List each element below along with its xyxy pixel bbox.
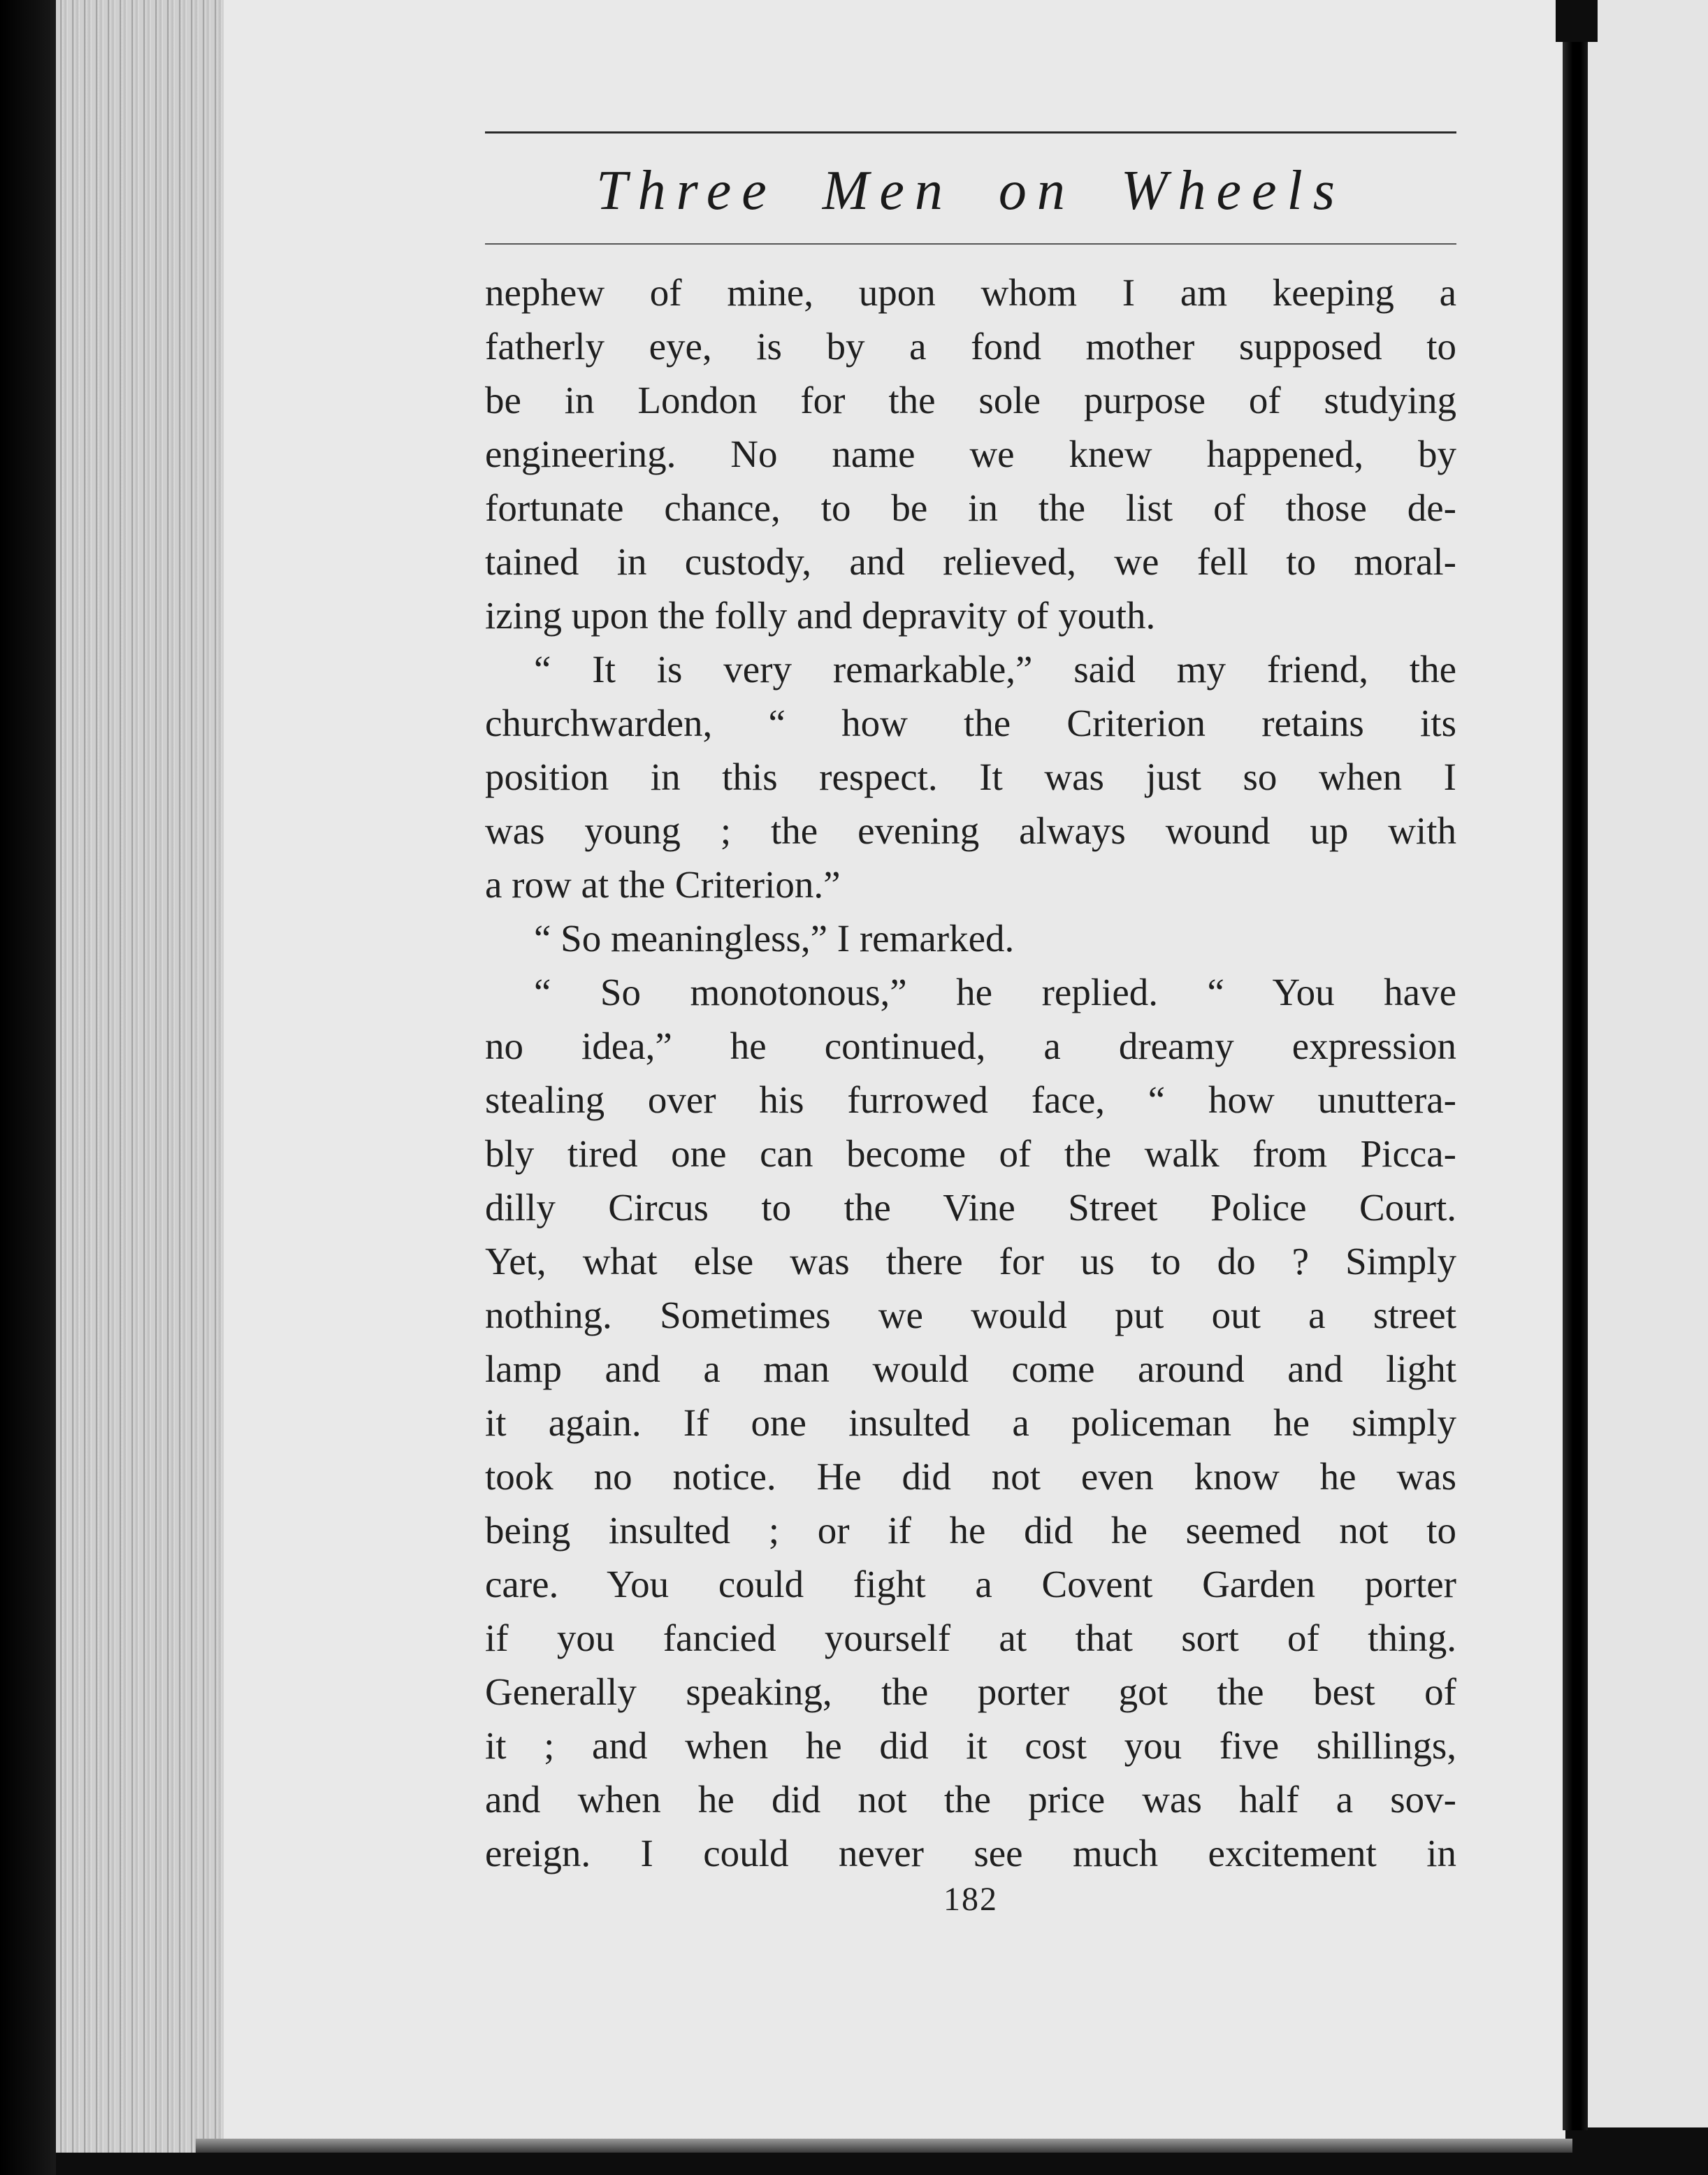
text-line: Yet, what else was there for us to do ? Simply xyxy=(485,1240,1456,1282)
text-line: nothing. Sometimes we would put out a street xyxy=(485,1294,1456,1336)
text-line: position in this respect. It was just so when I xyxy=(485,756,1456,798)
text-line: nephew of mine, upon whom I am keeping a xyxy=(485,271,1456,314)
text-line: if you fancied yourself at that sort of thing. xyxy=(485,1617,1456,1659)
text-line: churchwarden, “ how the Criterion retains its xyxy=(485,702,1456,744)
text-line: a row at the Criterion.” xyxy=(485,863,841,906)
left-margin-shadow xyxy=(0,0,56,2175)
header-rule-top xyxy=(485,131,1456,133)
top-corner-shadow xyxy=(1556,0,1598,42)
page-edges xyxy=(56,0,226,2153)
text-line: and when he did not the price was half a sov- xyxy=(485,1778,1456,1821)
text-line: “ It is very remarkable,” said my friend, the xyxy=(534,648,1456,691)
text-line: being insulted ; or if he did he seemed not to xyxy=(485,1509,1456,1552)
header-rule-bottom xyxy=(485,243,1456,245)
text-line: care. You could fight a Covent Garden porter xyxy=(485,1563,1456,1605)
text-line: bly tired one can become of the walk from Picca- xyxy=(485,1132,1456,1175)
text-line: engineering. No name we knew happened, by xyxy=(485,433,1456,475)
text-line: dilly Circus to the Vine Street Police Court. xyxy=(485,1186,1456,1229)
text-line: izing upon the folly and depravity of youth. xyxy=(485,594,1156,637)
text-line: was young ; the evening always wound up with xyxy=(485,809,1456,852)
text-line: it ; and when he did it cost you five shillings, xyxy=(485,1724,1456,1767)
text-line: tained in custody, and relieved, we fell to moral- xyxy=(485,540,1456,583)
text-line: stealing over his furrowed face, “ how unuttera- xyxy=(485,1078,1456,1121)
page-number: 182 xyxy=(943,1881,998,1918)
text-line: “ So monotonous,” he replied. “ You have xyxy=(534,971,1456,1013)
text-line: took no notice. He did not even know he was xyxy=(485,1455,1456,1498)
text-line: fortunate chance, to be in the list of those de- xyxy=(485,486,1456,529)
text-line: no idea,” he continued, a dreamy expression xyxy=(485,1025,1456,1067)
book-gutter xyxy=(1563,0,1588,2130)
running-head: Three Men on Wheels xyxy=(596,160,1345,222)
text-line: lamp and a man would come around and light xyxy=(485,1347,1456,1390)
text-line: it again. If one insulted a policeman he simply xyxy=(485,1401,1456,1444)
text-line: fatherly eye, is by a fond mother supposed to xyxy=(485,325,1456,368)
text-line: ereign. I could never see much excitement in xyxy=(485,1832,1456,1874)
text-line: “ So meaningless,” I remarked. xyxy=(534,917,1015,960)
body-text xyxy=(485,266,1456,1880)
text-line: Generally speaking, the porter got the best of xyxy=(485,1670,1456,1713)
bottom-page-edge xyxy=(196,2139,1572,2153)
facing-page-edge xyxy=(1588,0,1708,2127)
text-line: be in London for the sole purpose of studying xyxy=(485,379,1456,421)
